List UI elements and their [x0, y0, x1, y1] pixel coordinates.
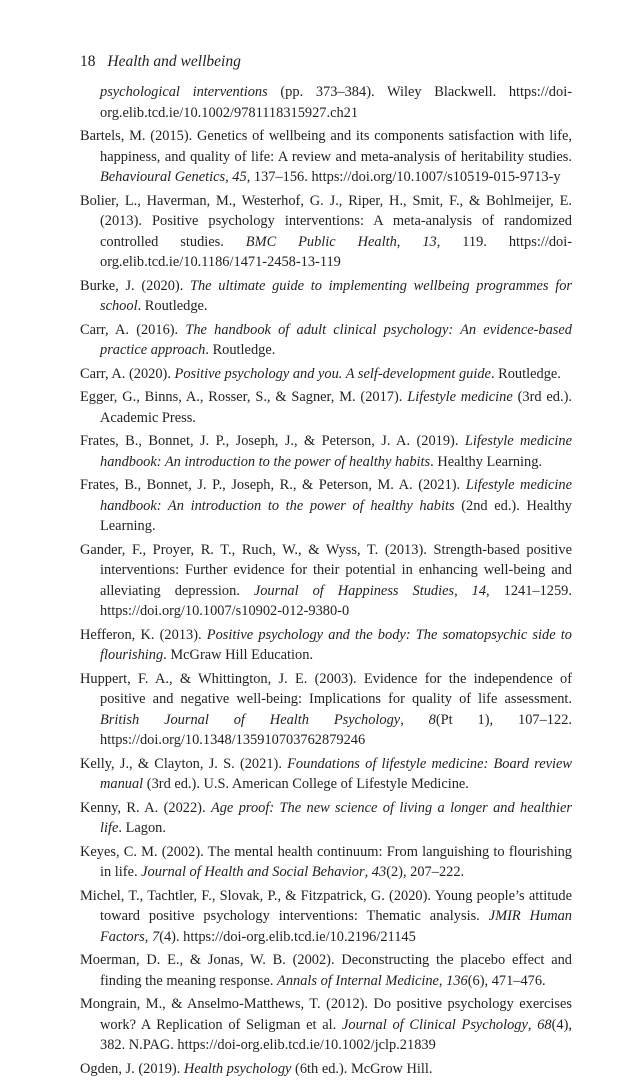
running-title: Health and wellbeing: [107, 53, 241, 70]
reference-italic-text: 45: [232, 169, 247, 185]
reference-text: (3rd ed.). Academic Press.: [100, 389, 572, 426]
reference-text: . Routledge.: [137, 298, 208, 314]
reference-entry: [80, 320, 572, 361]
reference-list: [80, 82, 572, 1082]
reference-text: Gander, F., Proyer, R. T., Ruch, W., & Wyss, T. (2013). Strength-based positive interventions: Further evidence for their potential in enhancing well-being and alleviating depression.: [80, 541, 572, 599]
reference-italic-text: 136: [446, 972, 468, 989]
reference-text: , 119. https://doi-org.elib.tcd.ie/10.1186/1471-2458-13-119: [100, 233, 572, 270]
reference-text: Huppert, F. A., & Whittington, J. E. (2003). Evidence for the independence of positive and negative well-being: Implications for quality of life assessment.: [80, 670, 572, 707]
reference-text: ,: [225, 169, 233, 185]
reference-text: (6th ed.). McGrow Hill.: [291, 1060, 433, 1077]
reference-entry: [80, 669, 572, 751]
reference-text: (2nd ed.). Healthy Learning.: [100, 497, 573, 534]
reference-text: . Routledge.: [490, 365, 561, 382]
reference-italic-text: The ultimate guide to implementing wellbeing programmes for school: [100, 277, 572, 314]
reference-text: . Routledge.: [205, 342, 276, 358]
reference-text: Kenny, R. A. (2022).: [80, 799, 211, 816]
reference-text: Burke, J. (2020).: [80, 277, 190, 294]
reference-text: Hefferon, K. (2013).: [80, 626, 207, 643]
reference-italic-text: Foundations of lifestyle medicine: Board review manual: [100, 755, 572, 792]
reference-text: Bartels, M. (2015). Genetics of wellbeing and its components satisfaction with life, happiness, and quality of life: A review and meta-analysis of heritability studies.: [80, 128, 572, 165]
reference-continuation: [80, 82, 572, 123]
reference-italic-text: 13: [422, 233, 437, 250]
reference-text: (6), 471–476.: [467, 972, 546, 989]
reference-text: (4), 382. N.PAG. https://doi-org.elib.tcd.ie/10.1002/jclp.21839: [100, 1016, 572, 1053]
reference-italic-text: Positive psychology and the body: The somatopsychic side to flourishing: [100, 626, 572, 663]
reference-italic-text: Lifestyle medicine: [407, 389, 513, 405]
reference-entry: [80, 798, 572, 839]
reference-text: (3rd ed.). U.S. American College of Lifestyle Medicine.: [143, 776, 469, 792]
reference-entry: [80, 387, 572, 428]
reference-text: Egger, G., Binns, A., Rosser, S., & Sagner, M. (2017).: [80, 389, 408, 405]
reference-text: ,: [454, 582, 472, 599]
reference-text: Carr, A. (2016).: [80, 321, 186, 338]
page-number: 18: [80, 53, 96, 70]
reference-entry: [80, 950, 572, 991]
reference-text: Carr, A. (2020).: [80, 365, 175, 382]
reference-text: (2), 207–222.: [386, 864, 465, 880]
reference-italic-text: 8: [428, 711, 436, 728]
reference-italic-text: BMC Public Health: [245, 233, 397, 250]
reference-italic-text: Journal of Health and Social Behavior: [141, 864, 365, 880]
reference-italic-text: Lifestyle medicine handbook: An introduction to the power of healthy habits: [100, 477, 572, 514]
reference-italic-text: Journal of Clinical Psychology: [341, 1016, 528, 1033]
running-header: [80, 52, 241, 72]
reference-text: Michel, T., Tachtler, F., Slovak, P., & Fitzpatrick, G. (2020). Young people’s attitude toward positive psychology interventions: Thematic analysis.: [80, 887, 572, 924]
reference-text: Frates, B., Bonnet, J. P., Joseph, J., & Peterson, J. A. (2019).: [80, 433, 465, 449]
reference-text: ,: [527, 1016, 538, 1033]
reference-text: ,: [144, 928, 152, 945]
reference-entry: [80, 540, 572, 622]
reference-italic-text: JMIR Human Factors: [100, 908, 572, 945]
reference-entry: [80, 431, 572, 472]
reference-entry: [80, 1059, 572, 1080]
reference-italic-text: psychological interventions: [100, 84, 268, 100]
reference-italic-text: 7: [151, 928, 160, 945]
reference-entry: [80, 625, 572, 666]
reference-text: ,: [438, 972, 447, 989]
reference-entry: [80, 191, 572, 273]
reference-entry: [80, 475, 572, 537]
reference-text: Mongrain, M., & Anselmo-Matthews, T. (2012). Do positive psychology exercises work? A Replication of Seligman et al.: [80, 996, 572, 1033]
reference-text: , 137–156. https://doi.org/10.1007/s10519-015-9713-y: [246, 169, 561, 185]
reference-italic-text: Health psychology: [183, 1060, 292, 1077]
reference-entry: [80, 276, 572, 317]
reference-text: ,: [396, 233, 423, 250]
reference-italic-text: Age proof: The new science of living a longer and healthier life: [100, 799, 572, 836]
reference-text: Bolier, L., Haverman, M., Westerhof, G. J., Riper, H., Smit, F., & Bohlmeijer, E. (2013). Positive psychology interventions: A meta-analysis of randomized controlled studies.: [80, 192, 572, 250]
reference-italic-text: The handbook of adult clinical psychology: An evidence-based practice approach: [100, 321, 572, 358]
reference-entry: [80, 126, 572, 188]
reference-text: Keyes, C. M. (2002). The mental health continuum: From languishing to flourishing in life.: [80, 843, 572, 880]
reference-italic-text: 43: [371, 864, 387, 880]
reference-text: Frates, B., Bonnet, J. P., Joseph, R., & Peterson, M. A. (2021).: [80, 477, 466, 493]
reference-text: Kelly, J., & Clayton, J. S. (2021).: [80, 755, 288, 772]
reference-text: Ogden, J. (2019).: [80, 1060, 184, 1077]
reference-italic-text: 68: [537, 1016, 552, 1033]
reference-entry: [80, 364, 572, 385]
reference-text: (pp. 373–384). Wiley Blackwell. https://doi-org.elib.tcd.ie/10.1002/9781118315927.ch21: [100, 84, 572, 121]
reference-entry: [80, 994, 572, 1056]
reference-italic-text: Lifestyle medicine handbook: An introduction to the power of healthy habits: [100, 433, 572, 470]
reference-entry: [80, 842, 572, 883]
reference-italic-text: 14: [471, 582, 487, 599]
reference-italic-text: British Journal of Health Psychology: [100, 711, 401, 728]
reference-text: (Pt 1), 107–122. https://doi.org/10.1348/135910703762879246: [100, 711, 572, 748]
reference-text: ,: [400, 711, 429, 728]
reference-italic-text: Positive psychology and you. A self-development guide: [174, 365, 491, 382]
reference-italic-text: Behavioural Genetics: [100, 169, 226, 185]
reference-text: Moerman, D. E., & Jonas, W. B. (2002). Deconstructing the placebo effect and finding the meaning response.: [80, 952, 572, 989]
reference-text: (4). https://doi-org.elib.tcd.ie/10.2196/21145: [159, 928, 416, 945]
reference-text: . Lagon.: [118, 820, 166, 836]
reference-italic-text: Annals of Internal Medicine: [277, 972, 439, 989]
reference-text: ,: [364, 864, 372, 880]
reference-text: . McGraw Hill Education.: [163, 647, 314, 663]
reference-text: , 1241–1259. https://doi.org/10.1007/s10902-012-9380-0: [100, 582, 572, 619]
reference-italic-text: Journal of Happiness Studies: [253, 582, 455, 599]
reference-entry: [80, 754, 572, 795]
reference-text: . Healthy Learning.: [430, 453, 543, 470]
reference-entry: [80, 886, 572, 948]
